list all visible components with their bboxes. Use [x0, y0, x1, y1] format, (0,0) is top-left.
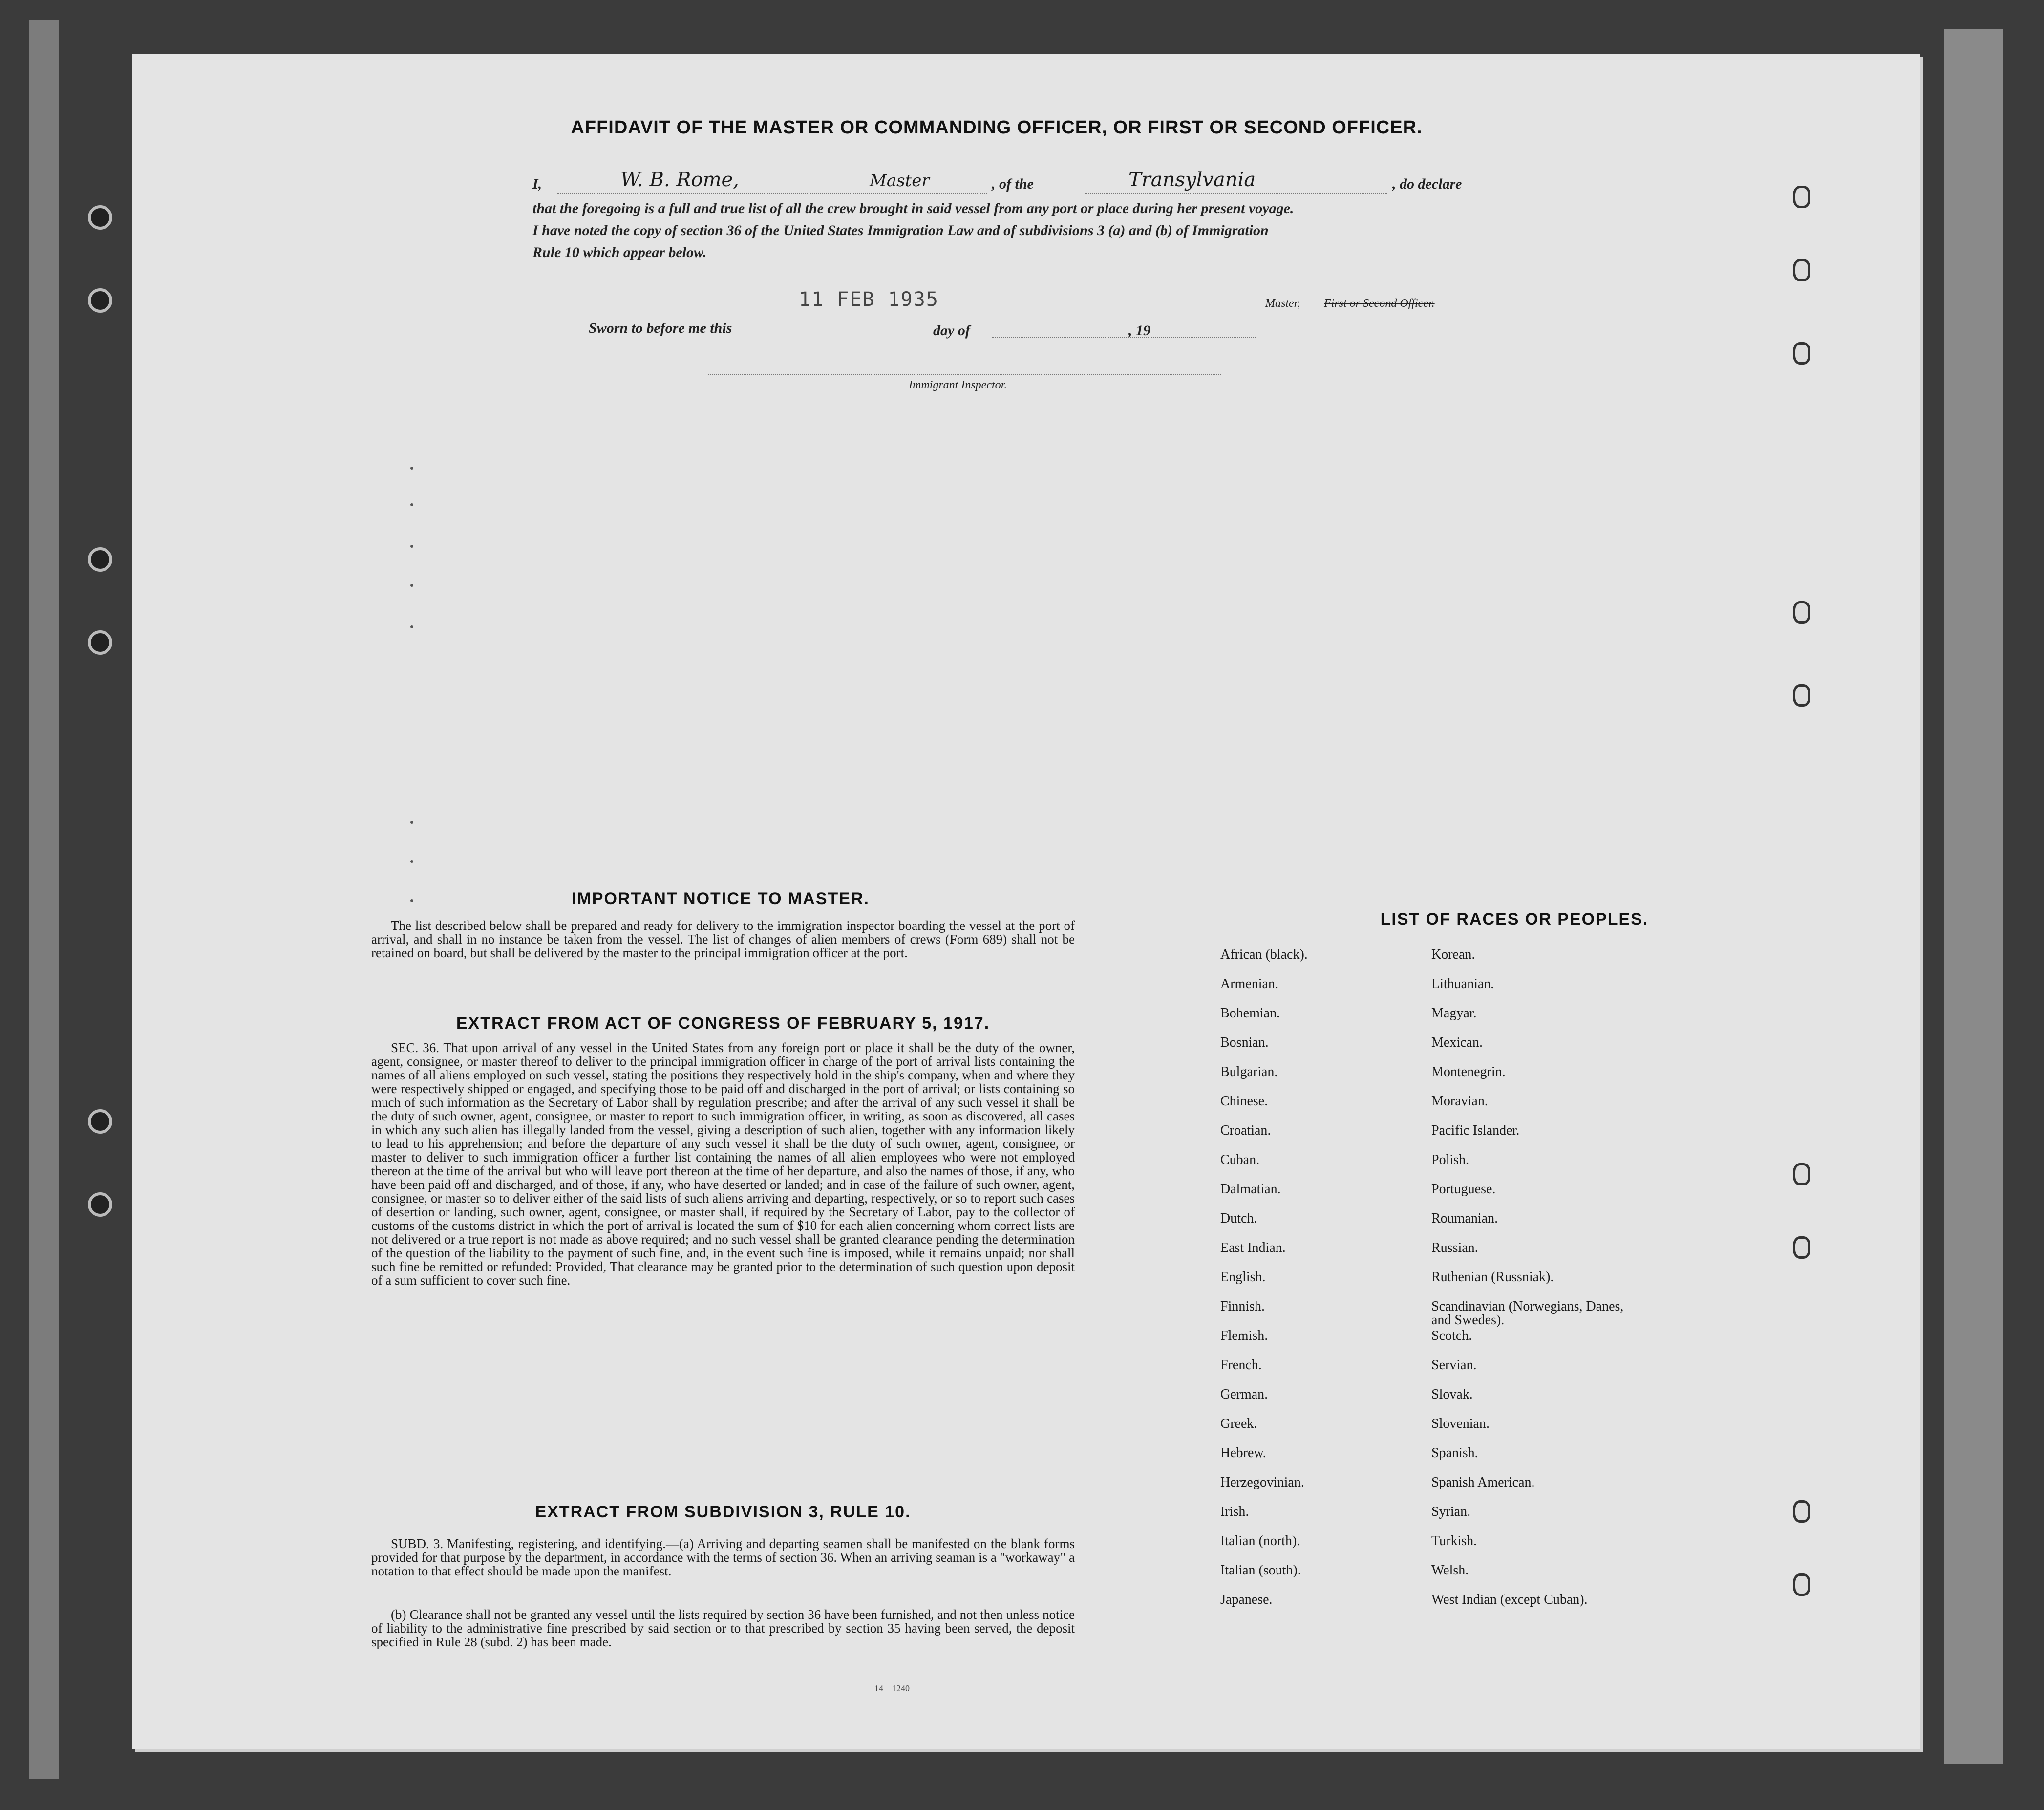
extract-1-title: EXTRACT FROM ACT OF CONGRESS OF FEBRUARY 5, 1917. — [456, 1014, 990, 1033]
race-item: Pacific Islander. — [1431, 1123, 1520, 1138]
race-item: Mexican. — [1431, 1035, 1483, 1050]
race-item: West Indian (except Cuban). — [1431, 1592, 1588, 1607]
race-item: Welsh. — [1431, 1563, 1469, 1578]
affidavit-line-3: I have noted the copy of section 36 of the United States Immigration Law and of subdivisions 3 (a) and (b) of Immigration — [532, 222, 1269, 238]
race-item: Polish. — [1431, 1152, 1469, 1167]
sworn-text: Sworn to before me this — [589, 320, 732, 336]
race-item: Servian. — [1431, 1358, 1477, 1373]
race-item: Cuban. — [1220, 1152, 1260, 1167]
binder-hole — [88, 288, 112, 313]
race-item: Bosnian. — [1220, 1035, 1269, 1050]
affidavit-line-4: Rule 10 which appear below. — [532, 244, 707, 260]
race-item: Bulgarian. — [1220, 1064, 1278, 1079]
race-item: Chinese. — [1220, 1094, 1268, 1109]
race-item: Moravian. — [1431, 1094, 1488, 1109]
race-item: Flemish. — [1220, 1328, 1268, 1343]
race-item: Portuguese. — [1431, 1182, 1496, 1197]
faint-mark — [410, 503, 413, 506]
race-item: Slovak. — [1431, 1387, 1473, 1402]
races-title: LIST OF RACES OR PEOPLES. — [1380, 910, 1649, 928]
binder-hole — [88, 1192, 112, 1217]
ring-hole — [1793, 1573, 1810, 1596]
ring-hole — [1793, 186, 1810, 208]
race-item: Italian (north). — [1220, 1533, 1300, 1549]
extract-2-text-b: (b) Clearance shall not be granted any vessel until the lists required by section 36 have been furnished, and not then unless notice of liability to the administrative fine prescribed by said section or to that prescribed by section 35 having been served, the deposit specified in Rule 28 (subd. 2) has been made. — [371, 1607, 1075, 1649]
faint-mark — [410, 821, 413, 824]
faint-mark — [410, 625, 413, 628]
ring-hole — [1793, 259, 1810, 281]
rank: Master — [870, 171, 930, 191]
race-item: Lithuanian. — [1431, 976, 1494, 991]
binder-hole — [88, 630, 112, 655]
race-item: Croatian. — [1220, 1123, 1271, 1138]
affidavit-i: I, — [532, 176, 542, 192]
vessel-name: Transylvania — [1128, 169, 1256, 191]
race-item: Greek. — [1220, 1416, 1257, 1431]
race-item: Armenian. — [1220, 976, 1278, 991]
inspector-line — [708, 374, 1221, 375]
faint-mark — [410, 545, 413, 548]
vessel-line — [1085, 193, 1387, 194]
affidavit-line-2: that the foregoing is a full and true list of all the crew brought in said vessel from any port or place during her present voyage. — [532, 200, 1294, 216]
race-item: Dalmatian. — [1220, 1182, 1281, 1197]
race-item: Turkish. — [1431, 1533, 1477, 1549]
ring-hole — [1793, 1163, 1810, 1185]
race-item: Finnish. — [1220, 1299, 1265, 1314]
ring-hole — [1793, 601, 1810, 624]
race-item: Scandinavian (Norwegians, Danes, and Swedes). — [1431, 1299, 1624, 1328]
notice-text: The list described below shall be prepared and ready for delivery to the immigration inspector boarding the vessel at the port of arrival, and shall in no instance be taken from the vessel. The list of changes of alien members of crews (Form 689) shall not be retained on board, but shall be delivered by the master to the principal immigration officer at the port. — [371, 918, 1075, 960]
extract-2-title: EXTRACT FROM SUBDIVISION 3, RULE 10. — [535, 1503, 911, 1521]
year-19: , 19 — [1128, 323, 1150, 339]
race-item: Magyar. — [1431, 1006, 1477, 1021]
faint-mark — [410, 467, 413, 470]
race-item: Hebrew. — [1220, 1445, 1266, 1461]
race-item: Spanish American. — [1431, 1475, 1535, 1490]
date-stamp: 11 FEB 1935 — [799, 288, 939, 311]
race-item: Roumanian. — [1431, 1211, 1498, 1226]
race-item: Slovenian. — [1431, 1416, 1490, 1431]
race-item: Russian. — [1431, 1240, 1478, 1255]
race-item: Montenegrin. — [1431, 1064, 1506, 1079]
race-item: East Indian. — [1220, 1240, 1286, 1255]
race-item: Spanish. — [1431, 1445, 1478, 1461]
signature-label-struck: First or Second Officer. — [1324, 297, 1435, 310]
notice-title: IMPORTANT NOTICE TO MASTER. — [572, 889, 870, 908]
binder-hole — [88, 1109, 112, 1134]
race-item: French. — [1220, 1358, 1262, 1373]
binder-hole — [88, 547, 112, 572]
race-item: Syrian. — [1431, 1504, 1471, 1519]
ring-hole — [1793, 684, 1810, 707]
form-page — [132, 54, 1920, 1749]
inspector-label: Immigrant Inspector. — [909, 379, 1007, 391]
form-number: 14—1240 — [874, 1683, 910, 1693]
race-item: Ruthenian (Russniak). — [1431, 1270, 1554, 1285]
races-right-column — [1431, 948, 1637, 1622]
master-name: W. B. Rome, — [620, 169, 739, 191]
month-line — [992, 337, 1256, 338]
race-item: African (black). — [1220, 947, 1308, 962]
faint-mark — [410, 584, 413, 587]
day-of: day of — [933, 323, 970, 339]
race-item: English. — [1220, 1270, 1266, 1285]
race-item: Italian (south). — [1220, 1563, 1301, 1578]
race-item: Dutch. — [1220, 1211, 1257, 1226]
extract-1-text: SEC. 36. That upon arrival of any vessel in the United States from any foreign port or place it shall be the duty of the owner, agent, consignee, or master thereof to deliver to the principal immigration officer in charge of the port of arrival lists containing the names of all aliens employed on such vessel, stating the positions they respectively hold in the ship's company, when and where they were respectively shipped or engaged, and specifying those to be paid off and discharged in the port of arrival; or lists containing so much of such information as the Secretary of Labor shall by regulation prescribe; and after the arrival of any such vessel it shall be the duty of such owner, agent, consignee, or master to report to such immigration officer, in writing, as soon as discovered, all cases in which any such alien has illegally landed from the vessel, giving a description of such alien, together with any information likely to lead to his apprehension; and before the departure of any such vessel it shall be the duty of such owner, agent, consignee, or master to deliver to such immigration officer a further list containing the names of all alien employees who were not employed thereon at the time of the arrival but who will leave port thereon at the time of her departure, and also the names of those, if any, who have been paid off and discharged, and of those, if any, who have deserted or landed; and in case of the failure of such owner, agent, consignee, or master so to deliver either of the said lists of such aliens arriving and departing, respectively, or so to report such cases of desertion or landing, such owner, agent, consignee, or master shall, if required by the Secretary of Labor, pay to the collector of customs of the customs district in which the port of arrival is located the sum of $10 for each alien concerning whom correct lists are not delivered or a true report is not made as above required; and no such vessel shall be granted clearance pending the determination of the question of the liability to the payment of such fine, and, in the event such fine is imposed, while it remains unpaid; nor shall such fine be remitted or refunded: Provided, That clearance may be granted prior to the determination of such question upon deposit of a sum sufficient to cover such fine. — [371, 1040, 1075, 1288]
ring-hole — [1793, 1236, 1810, 1259]
affidavit-title: AFFIDAVIT OF THE MASTER OR COMMANDING OFFICER, OR FIRST OR SECOND OFFICER. — [571, 117, 1423, 138]
binder-hole — [88, 205, 112, 230]
race-item: Bohemian. — [1220, 1006, 1280, 1021]
race-item: German. — [1220, 1387, 1268, 1402]
races-left-column — [1220, 948, 1426, 1622]
race-item: Scotch. — [1431, 1328, 1472, 1343]
race-item: Korean. — [1431, 947, 1475, 962]
ring-hole — [1793, 342, 1810, 365]
faint-mark — [410, 860, 413, 863]
name-line — [557, 193, 987, 194]
binder-edge-left — [29, 20, 59, 1779]
extract-2-text-a: SUBD. 3. Manifesting, registering, and identifying.—(a) Arriving and departing seamen shall be manifested on the blank forms provided for that purpose by the department, in accordance with the terms of section 36. When an arriving seaman is a "workaway" a notation to that effect should be made upon the manifest. — [371, 1536, 1075, 1578]
of-the: , of the — [992, 176, 1034, 192]
do-declare: , do declare — [1392, 176, 1462, 192]
signature-label-master: Master, — [1265, 297, 1300, 310]
race-item: Irish. — [1220, 1504, 1249, 1519]
binder-edge-right — [1944, 29, 2003, 1764]
race-item: Japanese. — [1220, 1592, 1273, 1607]
race-item: Herzegovinian. — [1220, 1475, 1304, 1490]
ring-hole — [1793, 1500, 1810, 1523]
